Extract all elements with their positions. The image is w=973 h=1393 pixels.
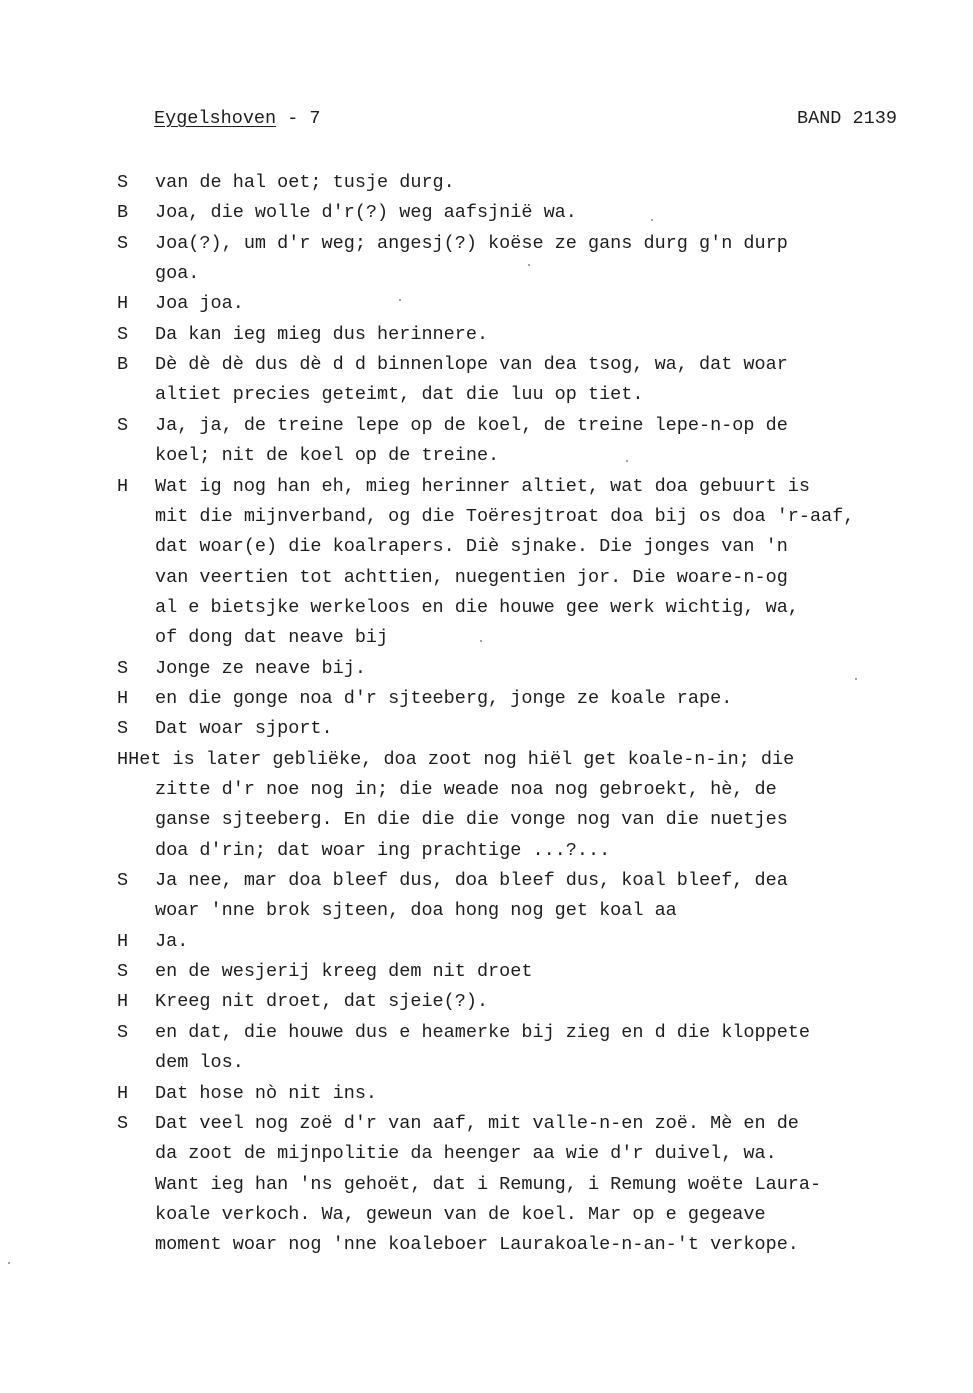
line-text: en dat, die houwe dus e heamerke bij zieg en d die kloppete xyxy=(155,1021,811,1043)
line-text: Dat woar sjport. xyxy=(155,718,333,740)
line-text: koale verkoch. Wa, geweun van de koel. Mar op e gegeave xyxy=(155,1203,766,1225)
line-text: of dong dat neave bij xyxy=(155,627,389,649)
line-text: doa d'rin; dat woar ing prachtige ...?... xyxy=(155,839,611,861)
speaker-label: S xyxy=(117,657,129,679)
line-text: Ja nee, mar doa bleef dus, doa bleef dus, koal bleef, dea xyxy=(155,870,788,892)
speaker-label: S xyxy=(117,1021,129,1043)
line-text: van de hal oet; tusje durg. xyxy=(155,172,455,193)
scan-speck xyxy=(399,299,401,301)
speaker-label: S xyxy=(117,172,129,193)
line-text: Kreeg nit droet, dat sjeie(?). xyxy=(155,991,489,1013)
speaker-label: S xyxy=(117,718,129,740)
line-text: da zoot de mijnpolitie da heenger aa wie d'r duivel, wa. xyxy=(155,1143,777,1165)
line-text: van veertien tot achttien, nuegentien jor. Die woare-n-og xyxy=(155,566,788,588)
header-place-name: Eygelshoven xyxy=(154,108,277,129)
scan-speck xyxy=(855,678,857,680)
scan-speck xyxy=(651,219,653,221)
header-page-number: - 7 xyxy=(276,108,321,129)
line-text: Want ieg han 'ns gehoët, dat i Remung, i Remung woëte Laura- xyxy=(155,1173,822,1195)
scan-speck xyxy=(626,460,628,462)
line-text: en die gonge noa d'r sjteeberg, jonge ze koale rape. xyxy=(155,687,733,709)
line-text: Dè dè dè dus dè d d binnenlope van dea tsog, wa, dat woar xyxy=(155,354,788,376)
header-place xyxy=(154,108,321,129)
line-text: Joa joa. xyxy=(155,293,244,315)
line-text: Ja, ja, de treine lepe op de koel, de treine lepe-n-op de xyxy=(155,414,788,436)
line-text: altiet precies geteimt, dat die luu op tiet. xyxy=(155,384,644,406)
speaker-label: S xyxy=(117,323,129,345)
line-text: Da kan ieg mieg dus herinnere. xyxy=(155,323,489,345)
scan-speck xyxy=(480,640,482,642)
line-text: dem los. xyxy=(155,1052,244,1074)
speaker-label: S xyxy=(117,870,129,892)
scan-speck xyxy=(8,1262,10,1264)
line-text: koel; nit de koel op de treine. xyxy=(155,445,500,467)
speaker-label: B xyxy=(117,202,129,224)
line-text: Ja. xyxy=(155,930,189,952)
speaker-label: S xyxy=(117,961,129,983)
line-text: HHet is later gebliëke, doa zoot nog hiël get koale-n-in; die xyxy=(117,748,795,770)
speaker-label: S xyxy=(117,414,129,436)
line-text: mit die mijnverband, og die Toëresjtroat doa bij os doa 'r-aaf, xyxy=(155,505,855,527)
line-text: en de wesjerij kreeg dem nit droet xyxy=(155,961,533,983)
line-text: Joa(?), um d'r weg; angesj(?) koëse ze gans durg g'n durp xyxy=(155,232,788,254)
speaker-label: B xyxy=(117,354,129,376)
line-text: goa. xyxy=(155,263,200,285)
line-text: Dat hose nò nit ins. xyxy=(155,1082,378,1104)
line-text: Joa, die wolle d'r(?) weg aafsjnië wa. xyxy=(155,202,577,224)
line-text: Jonge ze neave bij. xyxy=(155,657,366,679)
scan-speck xyxy=(528,264,530,266)
speaker-label: S xyxy=(117,232,129,254)
speaker-label: H xyxy=(117,930,129,952)
speaker-label: H xyxy=(117,687,129,709)
speaker-label: S xyxy=(117,1112,129,1134)
line-text: woar 'nne brok sjteen, doa hong nog get koal aa xyxy=(155,900,677,922)
line-text: al e bietsjke werkeloos en die houwe gee werk wichtig, wa, xyxy=(155,596,799,618)
line-text: Dat veel nog zoë d'r van aaf, mit valle-n-en zoë. Mè en de xyxy=(155,1112,799,1134)
line-text: zitte d'r noe nog in; die weade noa nog gebroekt, hè, de xyxy=(155,779,777,800)
speaker-label: H xyxy=(117,475,129,497)
speaker-label: H xyxy=(117,1082,129,1104)
line-text: Wat ig nog han eh, mieg herinner altiet, wat doa gebuurt is xyxy=(155,475,811,497)
speaker-label: H xyxy=(117,991,129,1013)
line-text: moment woar nog 'nne koaleboer Laurakoale-n-an-'t verkope. xyxy=(155,1234,799,1256)
line-text: dat woar(e) die koalrapers. Diè sjnake. Die jonges van 'n xyxy=(155,536,788,558)
speaker-label: H xyxy=(117,293,129,315)
header-band: BAND 2139 xyxy=(797,108,897,129)
line-text: ganse sjteeberg. En die die die vonge nog van die nuetjes xyxy=(155,809,788,831)
